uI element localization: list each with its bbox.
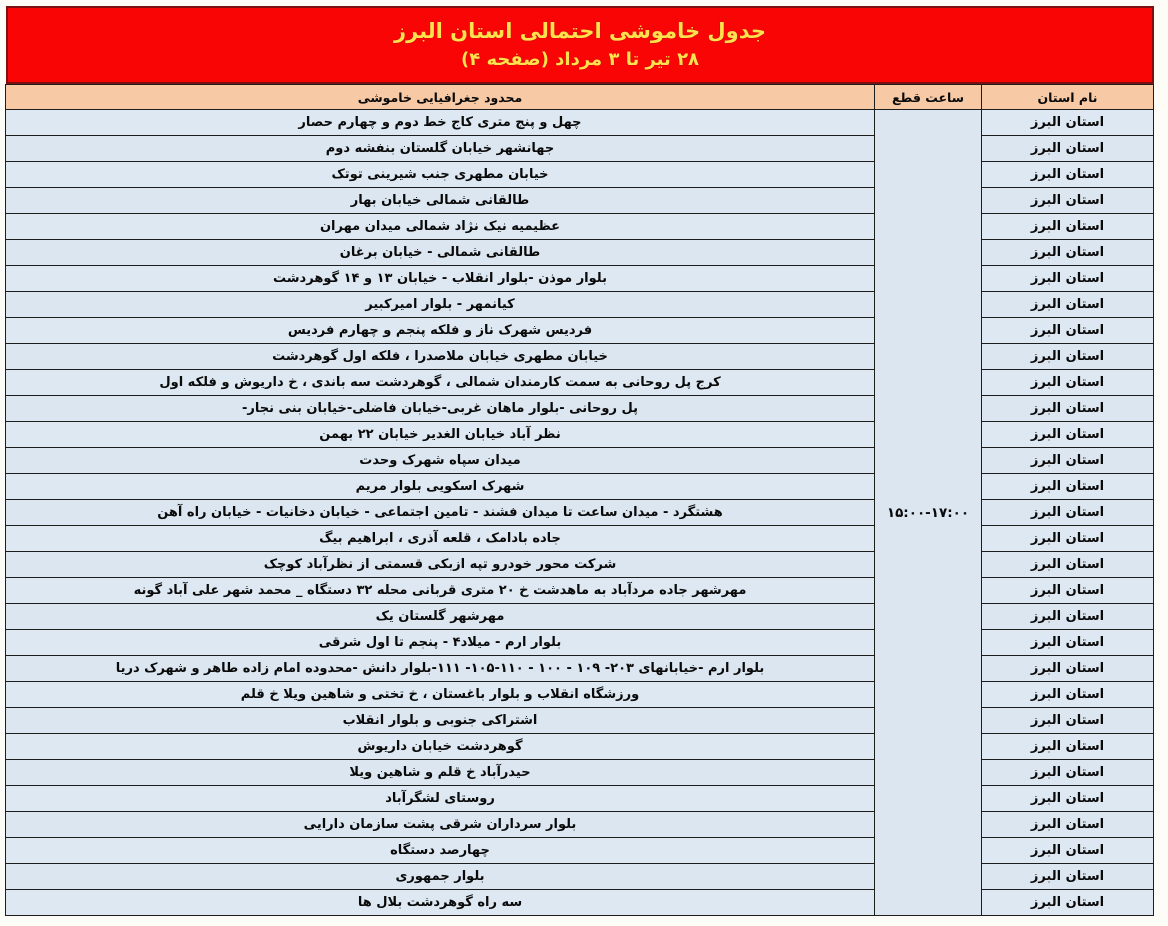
cell-province: استان البرز — [982, 552, 1154, 578]
table-row — [6, 214, 1154, 240]
table-row — [6, 474, 1154, 500]
table-row — [6, 318, 1154, 344]
table-row — [6, 162, 1154, 188]
table-row — [6, 760, 1154, 786]
cell-province: استان البرز — [982, 630, 1154, 656]
cell-province: استان البرز — [982, 526, 1154, 552]
table-row — [6, 682, 1154, 708]
cell-province: استان البرز — [982, 188, 1154, 214]
cell-area: خیابان مطهری خیابان ملاصدرا ، فلکه اول گوهردشت — [6, 344, 875, 370]
cell-province: استان البرز — [982, 110, 1154, 136]
column-header-province: نام استان — [982, 85, 1154, 110]
column-header-time: ساعت قطع — [875, 85, 982, 110]
table-row — [6, 500, 1154, 526]
cell-area: چهارصد دستگاه — [6, 838, 875, 864]
page-title: جدول خاموشی احتمالی استان البرز — [394, 19, 766, 44]
cell-province: استان البرز — [982, 708, 1154, 734]
cell-area: شرکت محور خودرو تپه ازبکی قسمتی از نظرآباد کوچک — [6, 552, 875, 578]
outage-schedule-table — [5, 84, 1154, 916]
table-header-row — [6, 85, 1154, 110]
table-row — [6, 422, 1154, 448]
cell-province: استان البرز — [982, 318, 1154, 344]
cell-area: جاده بادامک ، قلعه آذری ، ابراهیم بیگ — [6, 526, 875, 552]
cell-area: سه راه گوهردشت بلال ها — [6, 890, 875, 916]
table-row — [6, 890, 1154, 916]
table-row — [6, 448, 1154, 474]
cell-area: بلوار ارم - میلاد۴ - پنجم تا اول شرقی — [6, 630, 875, 656]
cell-area: ورزشگاه انقلاب و بلوار باغستان ، خ تختی و شاهین ویلا خ قلم — [6, 682, 875, 708]
table-row — [6, 786, 1154, 812]
cell-province: استان البرز — [982, 838, 1154, 864]
cell-province: استان البرز — [982, 370, 1154, 396]
table-row — [6, 292, 1154, 318]
cell-area: پل روحانی -بلوار ماهان غربی-خیابان فاضلی-خیابان بنی نجار- — [6, 396, 875, 422]
cell-province: استان البرز — [982, 786, 1154, 812]
table-row — [6, 526, 1154, 552]
table-row — [6, 370, 1154, 396]
table-row — [6, 656, 1154, 682]
cell-area: نظر آباد خیابان الغدیر خیابان ۲۲ بهمن — [6, 422, 875, 448]
cell-province: استان البرز — [982, 656, 1154, 682]
cell-area: حیدرآباد خ قلم و شاهین ویلا — [6, 760, 875, 786]
cell-area: طالقانی شمالی خیابان بهار — [6, 188, 875, 214]
cell-province: استان البرز — [982, 162, 1154, 188]
cell-province: استان البرز — [982, 396, 1154, 422]
cell-area: بلوار جمهوری — [6, 864, 875, 890]
table-row — [6, 604, 1154, 630]
table-row — [6, 396, 1154, 422]
table-row — [6, 188, 1154, 214]
cell-area: بلوار ارم -خیابانهای ۲۰۳- ۱۰۹ - ۱۰۰ - ۱۱۰-۱۰۵- ۱۱۱-بلوار دانش -محدوده امام زاده طاهر و شهرک دریا — [6, 656, 875, 682]
table-row — [6, 552, 1154, 578]
cell-province: استان البرز — [982, 422, 1154, 448]
cell-outage-time: ۱۵:۰۰-۱۷:۰۰ — [875, 110, 982, 916]
cell-province: استان البرز — [982, 240, 1154, 266]
cell-area: کرج پل روحانی به سمت کارمندان شمالی ، گوهردشت سه باندی ، خ داریوش و فلکه اول — [6, 370, 875, 396]
cell-province: استان البرز — [982, 864, 1154, 890]
cell-area: هشتگرد - میدان ساعت تا میدان فشند - تامین اجتماعی - خیابان دخانیات - خیابان راه آهن — [6, 500, 875, 526]
page-subtitle: ۲۸ تیر تا ۳ مرداد (صفحه ۴) — [460, 49, 700, 71]
cell-area: روستای لشگرآباد — [6, 786, 875, 812]
table-body — [6, 110, 1154, 916]
cell-province: استان البرز — [982, 812, 1154, 838]
cell-area: مهرشهر گلستان یک — [6, 604, 875, 630]
cell-area: بلوار سرداران شرقی پشت سازمان دارایی — [6, 812, 875, 838]
table-row — [6, 734, 1154, 760]
cell-province: استان البرز — [982, 734, 1154, 760]
cell-province: استان البرز — [982, 266, 1154, 292]
table-row — [6, 812, 1154, 838]
cell-province: استان البرز — [982, 604, 1154, 630]
title-banner — [6, 6, 1154, 84]
cell-province: استان البرز — [982, 214, 1154, 240]
cell-area: میدان سپاه شهرک وحدت — [6, 448, 875, 474]
cell-area: چهل و پنج متری کاج خط دوم و چهارم حصار — [6, 110, 875, 136]
cell-area: خیابان مطهری جنب شیرینی توتک — [6, 162, 875, 188]
table-row — [6, 708, 1154, 734]
cell-province: استان البرز — [982, 578, 1154, 604]
table-row — [6, 578, 1154, 604]
column-header-area: محدود جغرافیایی خاموشی — [6, 85, 875, 110]
table-row — [6, 136, 1154, 162]
cell-province: استان البرز — [982, 890, 1154, 916]
table-row — [6, 240, 1154, 266]
cell-area: فردیس شهرک ناز و فلکه پنجم و چهارم فردیس — [6, 318, 875, 344]
cell-province: استان البرز — [982, 474, 1154, 500]
cell-area: جهانشهر خیابان گلستان بنفشه دوم — [6, 136, 875, 162]
table-row — [6, 864, 1154, 890]
cell-area: طالقانی شمالی - خیابان برغان — [6, 240, 875, 266]
cell-province: استان البرز — [982, 760, 1154, 786]
cell-area: مهرشهر جاده مردآباد به ماهدشت خ ۲۰ متری قربانی محله ۳۲ دستگاه _ محمد شهر علی آباد گونه — [6, 578, 875, 604]
cell-area: اشتراکی جنوبی و بلوار انقلاب — [6, 708, 875, 734]
cell-province: استان البرز — [982, 344, 1154, 370]
cell-province: استان البرز — [982, 136, 1154, 162]
cell-area: کیانمهر - بلوار امیرکبیر — [6, 292, 875, 318]
table-row — [6, 110, 1154, 136]
table-row — [6, 266, 1154, 292]
cell-province: استان البرز — [982, 448, 1154, 474]
cell-area: بلوار موذن -بلوار انقلاب - خیابان ۱۳ و ۱۴ گوهردشت — [6, 266, 875, 292]
cell-area: عظیمیه نیک نژاد شمالی میدان مهران — [6, 214, 875, 240]
table-row — [6, 838, 1154, 864]
table-row — [6, 630, 1154, 656]
table-row — [6, 344, 1154, 370]
cell-province: استان البرز — [982, 292, 1154, 318]
cell-province: استان البرز — [982, 500, 1154, 526]
cell-area: گوهردشت خیابان داریوش — [6, 734, 875, 760]
cell-area: شهرک اسکویی بلوار مریم — [6, 474, 875, 500]
cell-province: استان البرز — [982, 682, 1154, 708]
